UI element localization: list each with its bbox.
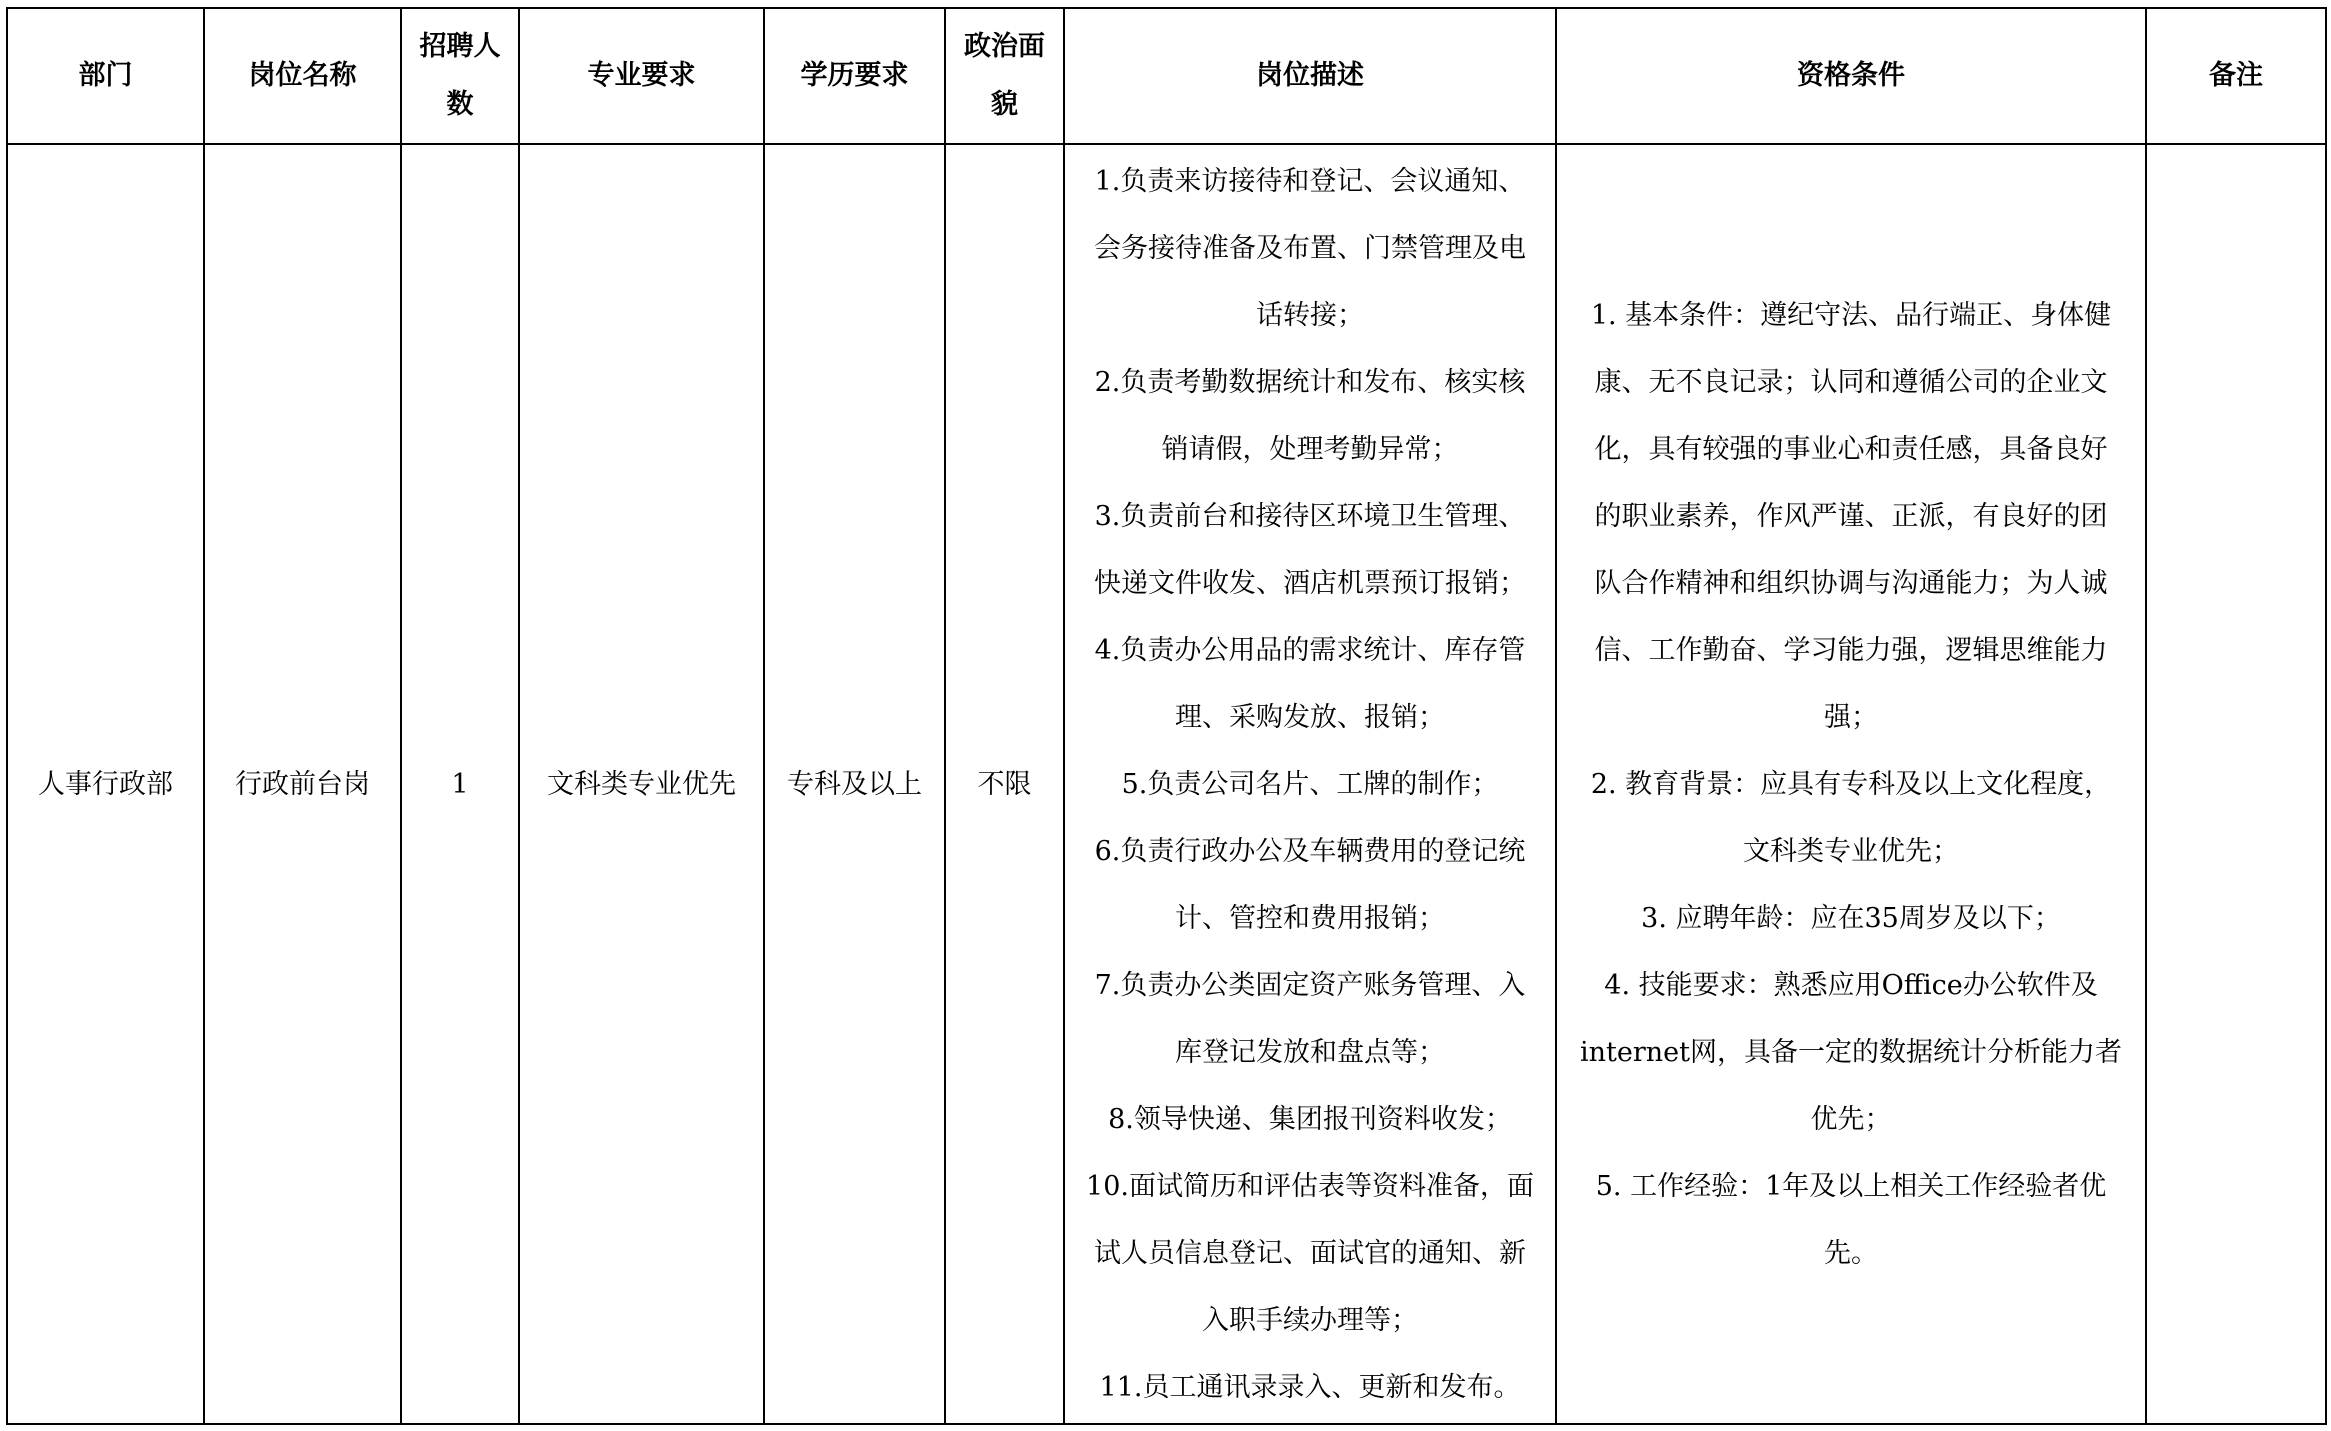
table-row <box>7 144 2326 1424</box>
qualification-line: 的职业素养，作风严谨、正派，有良好的团 <box>1594 500 2108 532</box>
description-line: 8.领导快递、集团报刊资料收发； <box>1108 1103 1512 1135</box>
header-qualifications: 资格条件 <box>1556 8 2146 144</box>
description-line: 计、管控和费用报销； <box>1175 902 1445 934</box>
description-line: 6.负责行政办公及车辆费用的登记统 <box>1094 835 1526 867</box>
cell-qualifications <box>1556 144 2146 1424</box>
cell-education: 专科及以上 <box>764 144 945 1424</box>
cell-remarks <box>2146 144 2326 1424</box>
description-line: 11.员工通讯录录入、更新和发布。 <box>1099 1371 1521 1403</box>
qualification-line: 先。 <box>1824 1237 1878 1269</box>
header-description: 岗位描述 <box>1064 8 1556 144</box>
header-headcount <box>401 8 519 144</box>
header-political <box>945 8 1064 144</box>
description-line: 3.负责前台和接待区环境卫生管理、 <box>1094 500 1526 532</box>
header-education: 学历要求 <box>764 8 945 144</box>
qualification-line: 1. 基本条件：遵纪守法、品行端正、身体健 <box>1590 299 2112 331</box>
description-line: 4.负责办公用品的需求统计、库存管 <box>1094 634 1526 666</box>
header-major: 专业要求 <box>519 8 764 144</box>
header-position: 岗位名称 <box>204 8 401 144</box>
header-remarks: 备注 <box>2146 8 2326 144</box>
cell-department: 人事行政部 <box>7 144 204 1424</box>
qualification-line: 3. 应聘年龄：应在35周岁及以下； <box>1641 902 2061 934</box>
description-line: 快递文件收发、酒店机票预订报销； <box>1094 567 1526 599</box>
description-line: 话转接； <box>1256 299 1364 331</box>
header-department: 部门 <box>7 8 204 144</box>
description-line: 试人员信息登记、面试官的通知、新 <box>1094 1237 1526 1269</box>
description-line: 10.面试简历和评估表等资料准备，面 <box>1086 1170 1534 1202</box>
cell-headcount: 1 <box>401 144 519 1424</box>
qualification-line: 5. 工作经验：1年及以上相关工作经验者优 <box>1595 1170 2107 1202</box>
header-headcount-line2: 数 <box>446 89 474 120</box>
qualification-line: 优先； <box>1810 1103 1892 1135</box>
cell-description <box>1064 144 1556 1424</box>
qualification-line: 文科类专业优先； <box>1743 835 1959 867</box>
description-line: 5.负责公司名片、工牌的制作； <box>1121 768 1499 800</box>
header-political-line2: 貌 <box>991 89 1018 120</box>
description-line: 1.负责来访接待和登记、会议通知、 <box>1094 165 1526 197</box>
header-headcount-line1: 招聘人 <box>419 31 501 62</box>
description-line: 销请假，处理考勤异常； <box>1161 433 1459 465</box>
cell-position: 行政前台岗 <box>204 144 401 1424</box>
qualification-line: 康、无不良记录；认同和遵循公司的企业文 <box>1594 366 2108 398</box>
qualification-line: internet网，具备一定的数据统计分析能力者 <box>1580 1036 2122 1068</box>
qualification-line: 化，具有较强的事业心和责任感，具备良好 <box>1594 433 2108 465</box>
job-posting-table <box>6 7 2327 1425</box>
description-line: 理、采购发放、报销； <box>1175 701 1445 733</box>
description-line: 7.负责办公类固定资产账务管理、入 <box>1094 969 1526 1001</box>
cell-political: 不限 <box>945 144 1064 1424</box>
description-line: 入职手续办理等； <box>1202 1304 1418 1336</box>
qualification-line: 队合作精神和组织协调与沟通能力；为人诚 <box>1594 567 2108 599</box>
description-line: 2.负责考勤数据统计和发布、核实核 <box>1094 366 1526 398</box>
description-line: 会务接待准备及布置、门禁管理及电 <box>1094 232 1526 264</box>
qualification-line: 信、工作勤奋、学习能力强，逻辑思维能力 <box>1594 634 2108 666</box>
description-line: 库登记发放和盘点等； <box>1175 1036 1445 1068</box>
cell-major: 文科类专业优先 <box>519 144 764 1424</box>
qualification-line: 强； <box>1824 701 1878 733</box>
header-political-line1: 政治面 <box>964 31 1045 62</box>
qualification-line: 4. 技能要求：熟悉应用Office办公软件及 <box>1604 969 2098 1001</box>
header-row <box>7 8 2326 144</box>
qualification-line: 2. 教育背景：应具有专科及以上文化程度， <box>1590 768 2112 800</box>
